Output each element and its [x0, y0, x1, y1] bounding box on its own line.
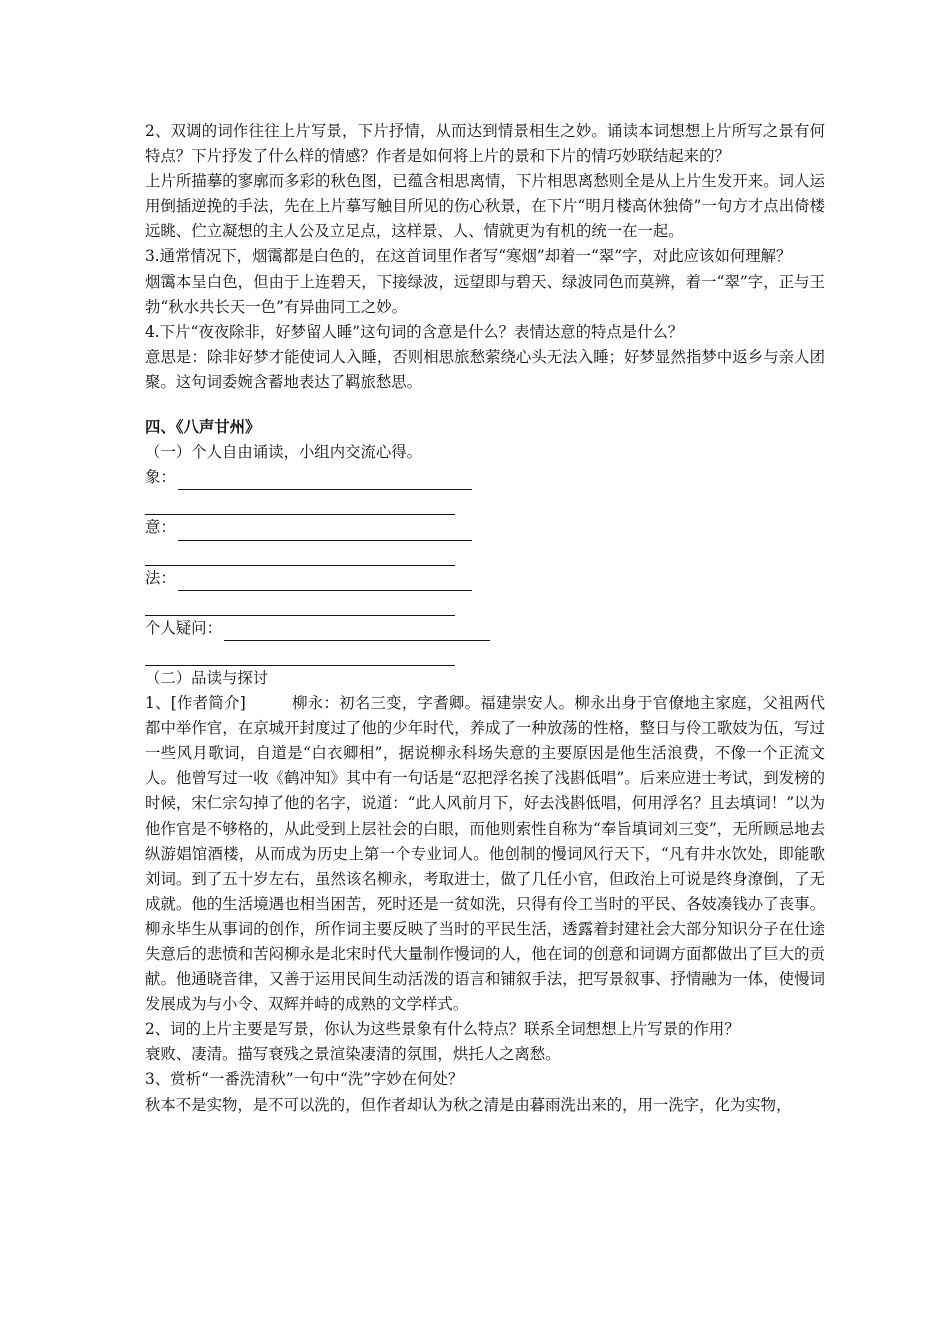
author-intro-label: 1、[作者简介]: [145, 694, 246, 713]
question-blank-2[interactable]: [145, 649, 455, 666]
question-3b: 3、赏析“一番洗清秋”一句中“洗”字妙在何处？: [145, 1070, 464, 1089]
question-blank[interactable]: [224, 624, 490, 641]
question-3: 3.通常情况下，烟霭都是白色的，在这首词里作者写“寒烟”却着一“翠”字，对此应该如何理解？: [145, 247, 792, 266]
xiang-continuation: [145, 490, 825, 515]
fa-blank[interactable]: [178, 574, 472, 591]
fa-label: 法：: [145, 568, 176, 587]
question-4: 4.下片“夜夜除非，好梦留人睡”这句词的含意是什么？表情达意的特点是什么？: [145, 322, 684, 341]
fa-continuation: [145, 591, 825, 616]
fa-blank-2[interactable]: [145, 599, 455, 616]
question-label: 个人疑问：: [145, 618, 222, 637]
answer-2: 上片所描摹的寥廓而多彩的秋色图，已蕴含相思离情，下片相思离愁则全是从上片生发开来。词人运用倒插逆挽的手法，先在上片摹写触目所见的伤心秋景，在下片“明月楼高休独倚”一句方才点出倚楼远眺、伫立凝想的主人公及立足点，这样景、人、情就更为有机的统一在一起。: [145, 172, 825, 241]
fa-row: [145, 566, 825, 591]
author-intro-first: 柳永：初名三变，字耆卿。福建崇安人。柳永出身于官僚地主家庭，父: [291, 694, 779, 713]
yi-blank-2[interactable]: [145, 549, 455, 566]
answer-2b: 衰败、凄清。描写衰残之景渲染凄清的氛围，烘托人之离愁。: [145, 1045, 561, 1064]
yi-label: 意：: [145, 518, 176, 537]
question-2: 2、双调的词作往往上片写景，下片抒情，从而达到情景相生之妙。诵读本词想想上片所写之景有何特点？下片抒发了什么样的情感？作者是如何将上片的景和下片的情巧妙联结起来的？: [145, 122, 825, 166]
answer-3b: 秋本不是实物，是不可以洗的，但作者却认为秋之清是由暮雨洗出来的，用一洗字，化为实物，: [145, 1095, 792, 1114]
author-intro: [145, 691, 825, 1017]
xiang-label: 象：: [145, 468, 176, 487]
question-continuation: [145, 641, 825, 666]
document-page: [145, 119, 825, 1118]
xiang-blank-2[interactable]: [145, 498, 455, 515]
question-2b: 2、词的上片主要是写景，你认为这些景象有什么特点？联系全词想想上片写景的作用？: [145, 1020, 740, 1039]
section-title: 四、《八声甘州》: [145, 418, 261, 437]
yi-blank[interactable]: [178, 524, 472, 541]
answer-4: 意思是：除非好梦才能使词人入睡，否则相思旅愁萦绕心头无法入睡；好梦显然指梦中返乡与亲人团聚。这句词委婉含蓄地表达了羁旅愁思。: [145, 347, 825, 391]
question-row: [145, 616, 825, 641]
part-two-heading: （二）品读与探讨: [145, 668, 269, 687]
yi-row: [145, 515, 825, 540]
part-one-heading: （一）个人自由诵读，小组内交流心得。: [145, 443, 423, 462]
xiang-row: [145, 465, 825, 490]
answer-3: 烟霭本呈白色，但由于上连碧天，下接绿波，远望即与碧天、绿波同色而莫辨，着一“翠”字，正与王勃“秋水共长天一色”有异曲同工之妙。: [145, 272, 825, 316]
yi-continuation: [145, 541, 825, 566]
xiang-blank[interactable]: [178, 473, 472, 490]
author-intro-rest: 祖两代都中举作官，在京城开封度过了他的少年时代，养成了一种放荡的性格，整日与伶工歌妓为伍，写过一些风月歌词，自道是“白衣卿相”，据说柳永科场失意的主要原因是他生活浪费，不像一个正流文人。他曾写过一收《鹤冲知》其中有一句话是“忍把浮名挨了浅斟低唱”。后来应进士考试，到发榜的时候，宋仁宗勾掉了他的名字，说道：“此人风前月下，好去浅斟低唱，何用浮名？且去填词！”以为他作官是不够格的，从此受到上层社会的白眼，而他则索性自称为“奉旨填词刘三变”，无所顾忌地去纵游娼馆酒楼，从而成为历史上第一个专业词人。他创制的慢词风行天下，“凡有井水饮处，即能歌刘词。到了五十岁左右，虽然该名柳永，考取进士，做了几任小官，但政治上可说是终身潦倒，了无成就。他的生活境遇也相当困苦，死时还是一贫如洗，只得有伶工当时的平民、各妓凑钱办了丧事。柳永毕生从事词的创作，所作词主要反映了当时的平民生活，透露着封建社会大部分知识分子在仕途失意后的悲愤和苦闷柳永是北宋时代大量制作慢词的人，他在词的创意和词调方面都做出了巨大的贡献。他通晓音律，又善于运用民间生动活泼的语言和铺叙手法，把写景叙事、抒情融为一体，使慢词发展成为与小令、双辉并峙的成熟的文学样式。: [145, 694, 825, 1014]
